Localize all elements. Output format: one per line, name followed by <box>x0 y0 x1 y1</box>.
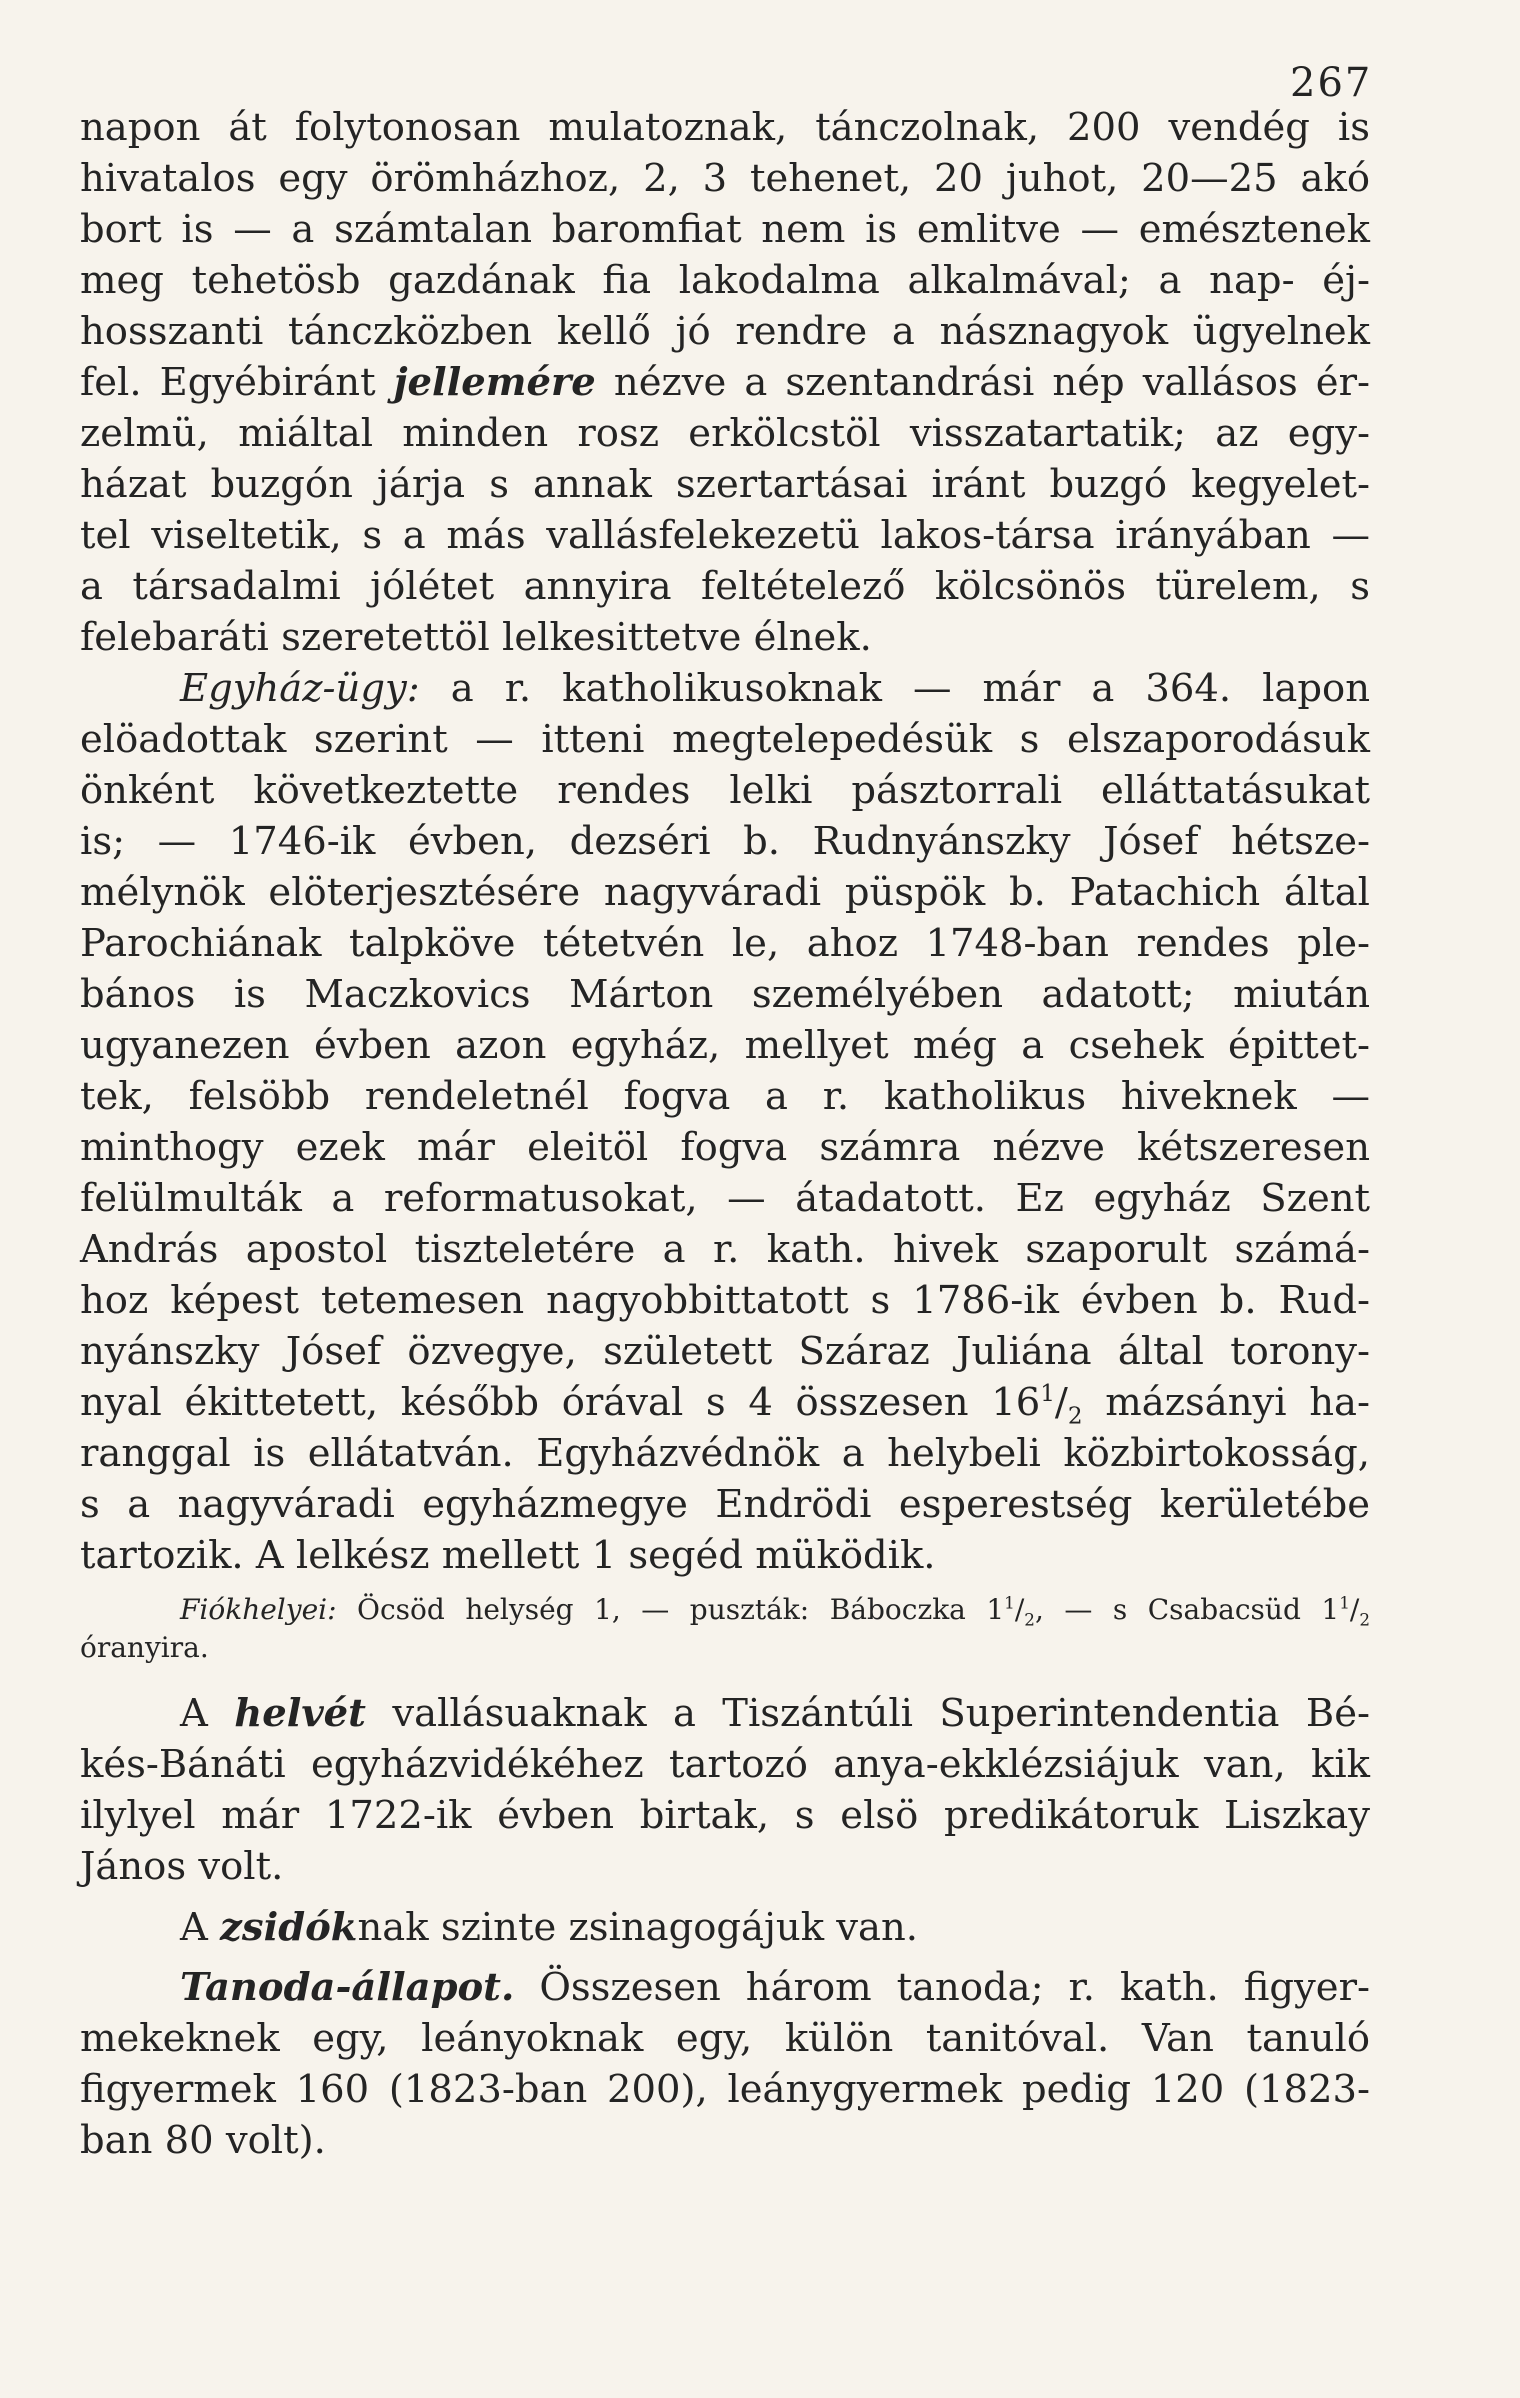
text-run: nak szinte zsinagogájuk van. <box>357 1905 919 1950</box>
text-run: elöadottak szerint — itteni megtelepedésük s elszaporodásuk <box>80 717 1370 762</box>
text-run: ranggal is ellátatván. Egyházvédnök a helybeli közbirtokosság, <box>80 1431 1370 1476</box>
text-run: Öcsöd helység 1, — puszták: Báboczka 1 <box>336 1593 1005 1626</box>
text-run: , — s Csabacsüd 1 <box>1034 1593 1340 1626</box>
text-run: Összesen három tanoda; r. kath. figyer- <box>514 1965 1370 2010</box>
text-run: felebaráti szeretettöl lelkesittetve élnek. <box>80 615 872 660</box>
text-run: Parochiának talpköve tétetvén le, ahoz 1748-ban rendes ple- <box>80 921 1370 966</box>
text-run: felülmulták a reformatusokat, — átadatott. Ez egyház Szent <box>80 1176 1370 1221</box>
text-line <box>80 459 1370 511</box>
text-run: 2 <box>1067 1403 1083 1430</box>
text-run: hoz képest tetemesen nagyobbittatott s 1786-ik évben b. Rud- <box>80 1278 1370 1323</box>
text-run: ilylyel már 1722-ik évben birtak, s elsö predikátoruk Liszkay <box>80 1793 1370 1838</box>
text-line <box>80 765 1370 817</box>
text-line <box>80 1377 1370 1429</box>
text-line <box>80 2064 1370 2116</box>
emphasized-text: jellemére <box>393 360 596 405</box>
text-line <box>180 1590 1370 1630</box>
text-run: nyal ékittetett, később órával s 4 összesen 16 <box>80 1380 1041 1425</box>
text-run: nyánszky Jósef özvegye, született Száraz Juliána által torony- <box>80 1329 1370 1374</box>
text-run: s a nagyváradi egyházmegye Endrödi esperestség kerületébe <box>80 1482 1370 1527</box>
text-run: meg tehetösb gazdának fia lakodalma alkalmával; a nap- éj- <box>80 258 1370 303</box>
text-run: házat buzgón járja s annak szertartásai iránt buzgó kegyelet- <box>80 462 1370 507</box>
text-line <box>80 561 1370 613</box>
text-run: bort is — a számtalan baromfiat nem is emlitve — emésztenek <box>80 207 1370 252</box>
text-line <box>180 663 1370 715</box>
text-line <box>180 1902 1370 1954</box>
text-line <box>80 816 1370 868</box>
text-run: mázsányi ha- <box>1082 1380 1370 1425</box>
emphasized-text: Egyház-ügy: <box>180 666 420 711</box>
text-run: mekeknek egy, leányoknak egy, külön tanitóval. Van tanuló <box>80 2016 1370 2061</box>
emphasized-text: helvét <box>234 1691 366 1736</box>
text-line <box>80 1173 1370 1225</box>
text-line <box>80 1122 1370 1174</box>
emphasized-text: zsidók <box>220 1905 358 1950</box>
page-number: 267 <box>1290 60 1373 106</box>
text-line <box>80 357 1370 409</box>
text-run: vallásuaknak a Tiszántúli Superintendentia Bé- <box>365 1691 1370 1736</box>
text-run: kés-Bánáti egyházvidékéhez tartozó anya-ekklézsiájuk van, kik <box>80 1742 1370 1787</box>
text-run: tartozik. A lelkész mellett 1 segéd müködik. <box>80 1533 936 1578</box>
text-line <box>80 2115 1370 2167</box>
text-run: 1 <box>1004 1592 1015 1613</box>
text-run: fel. Egyébiránt <box>80 360 394 405</box>
text-line <box>80 1326 1370 1378</box>
text-line <box>80 1530 1370 1582</box>
text-line <box>80 1790 1370 1842</box>
text-line <box>80 204 1370 256</box>
text-run: minthogy ezek már eleitöl fogva számra nézve kétszeresen <box>80 1125 1370 1170</box>
text-run: hosszanti tánczközben kellő jó rendre a násznagyok ügyelnek <box>80 309 1370 354</box>
text-run: önként következtette rendes lelki pásztorrali elláttatásukat <box>80 768 1370 813</box>
text-run: bános is Maczkovics Márton személyében adatott; miután <box>80 972 1370 1017</box>
text-run: zelmü, miáltal minden rosz erkölcstöl visszatartatik; az egy- <box>80 411 1370 456</box>
text-run: mélynök elöterjesztésére nagyváradi püspök b. Patachich által <box>80 870 1370 915</box>
text-line <box>80 1628 1370 1668</box>
text-line <box>80 2013 1370 2065</box>
text-run: ugyanezen évben azon egyház, mellyet még a csehek épittet- <box>80 1023 1370 1068</box>
text-run: tel viseltetik, s a más vallásfelekezetü lakos-társa irányában — <box>80 513 1370 558</box>
text-line <box>80 969 1370 1021</box>
text-line <box>80 1275 1370 1327</box>
text-run: a r. katholikusoknak — már a 364. lapon <box>419 666 1370 711</box>
text-line <box>80 255 1370 307</box>
emphasized-text: Fiókhelyei: <box>180 1593 337 1626</box>
text-line <box>80 1841 1370 1893</box>
text-run: 1 <box>1339 1592 1350 1613</box>
text-run: János volt. <box>80 1844 284 1889</box>
text-run: figyermek 160 (1823-ban 200), leánygyermek pedig 120 (1823- <box>80 2067 1370 2112</box>
text-run: András apostol tiszteletére a r. kath. hivek szaporult számá- <box>80 1227 1370 1272</box>
text-line <box>80 102 1370 154</box>
text-line <box>80 714 1370 766</box>
text-run: ban 80 volt). <box>80 2118 326 2163</box>
text-line <box>180 1962 1370 2014</box>
text-line <box>80 306 1370 358</box>
text-line <box>80 510 1370 562</box>
text-line <box>80 153 1370 205</box>
text-run: / <box>1054 1380 1068 1425</box>
text-line <box>180 1688 1370 1740</box>
text-run: 2 <box>1359 1609 1370 1630</box>
text-line <box>80 1739 1370 1791</box>
text-run: óranyira. <box>80 1631 209 1664</box>
text-line <box>80 867 1370 919</box>
text-run: is; — 1746-ik évben, dezséri b. Rudnyánszky Jósef hétsze- <box>80 819 1370 864</box>
text-run: 2 <box>1024 1609 1035 1630</box>
text-line <box>80 408 1370 460</box>
text-run: A <box>180 1691 235 1736</box>
text-run: / <box>1014 1593 1025 1626</box>
text-run: napon át folytonosan mulatoznak, tánczolnak, 200 vendég is <box>80 105 1370 150</box>
emphasized-text: Tanoda-állapot. <box>180 1965 515 2010</box>
text-line <box>80 1224 1370 1276</box>
text-run: A <box>180 1905 221 1950</box>
text-line <box>80 1479 1370 1531</box>
text-line <box>80 612 1370 664</box>
text-run: 1 <box>1040 1381 1055 1408</box>
text-run: tek, felsöbb rendeletnél fogva a r. katholikus hiveknek — <box>80 1074 1370 1119</box>
text-run: nézve a szentandrási nép vallásos ér- <box>595 360 1370 405</box>
text-line <box>80 1071 1370 1123</box>
text-line <box>80 1020 1370 1072</box>
text-run: hivatalos egy örömházhoz, 2, 3 tehenet, 20 juhot, 20—25 akó <box>80 156 1370 201</box>
text-run: a társadalmi jólétet annyira feltételező kölcsönös türelem, s <box>80 564 1370 609</box>
text-line <box>80 1428 1370 1480</box>
text-line <box>80 918 1370 970</box>
text-run: / <box>1349 1593 1360 1626</box>
